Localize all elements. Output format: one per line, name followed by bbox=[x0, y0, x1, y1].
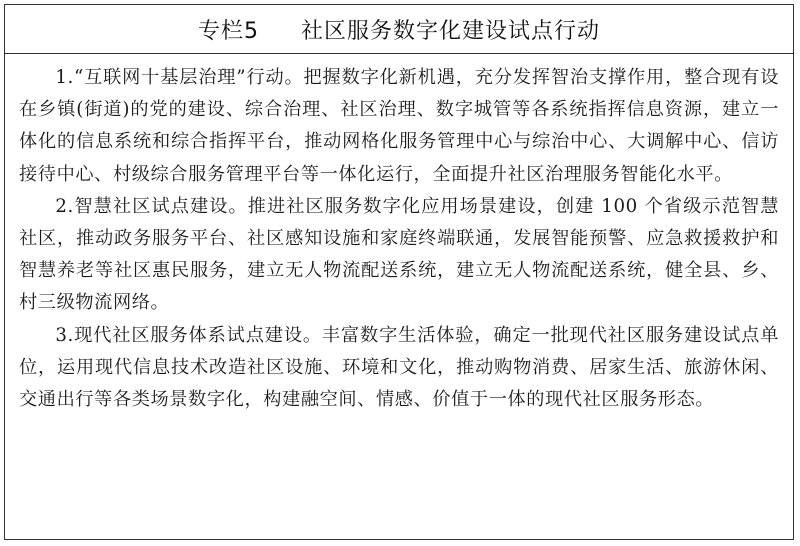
box-title: 社区服务数字化建设试点行动 bbox=[300, 18, 600, 44]
paragraph-internet-governance: 1.“互联网十基层治理”行动。把握数字化新机遇，充分发挥智治支撑作用，整合现有设在乡镇(街道)的党的建设、综合治理、社区治理、数字城管等各系统指挥信息资源，建立一体化的信息系统和综合指挥平台，推动网格化服务管理中心与综治中心、大调解中心、信访接待中心、村级综合服务管理平台等一体化运行，全面提升社区治理服务智能化水平。 bbox=[19, 67, 779, 185]
box-content bbox=[5, 54, 793, 416]
paragraph-modern-service: 3.现代社区服务体系试点建设。丰富数字生活体验，确定一批现代社区服务建设试点单位，运用现代信息技术改造社区设施、环境和文化，推动购物消费、居家生活、旅游休闲、交通出行等各类场景数字化，构建融空间、情感、价值于一体的现代社区服务形态。 bbox=[19, 324, 779, 411]
paragraph-smart-community: 2.智慧社区试点建设。推进社区服务数字化应用场景建设，创建 100 个省级示范智慧社区，推动政务服务平台、社区感知设施和家庭终端联通，发展智能预警、应急救援救护和智慧养老等社区惠民服务，建立无人物流配送系统，建立无人物流配送系统，健全县、乡、村三级物流网络。 bbox=[19, 195, 779, 314]
feature-box bbox=[4, 4, 794, 540]
box-label: 专栏5 bbox=[197, 18, 259, 44]
box-header bbox=[5, 5, 793, 54]
